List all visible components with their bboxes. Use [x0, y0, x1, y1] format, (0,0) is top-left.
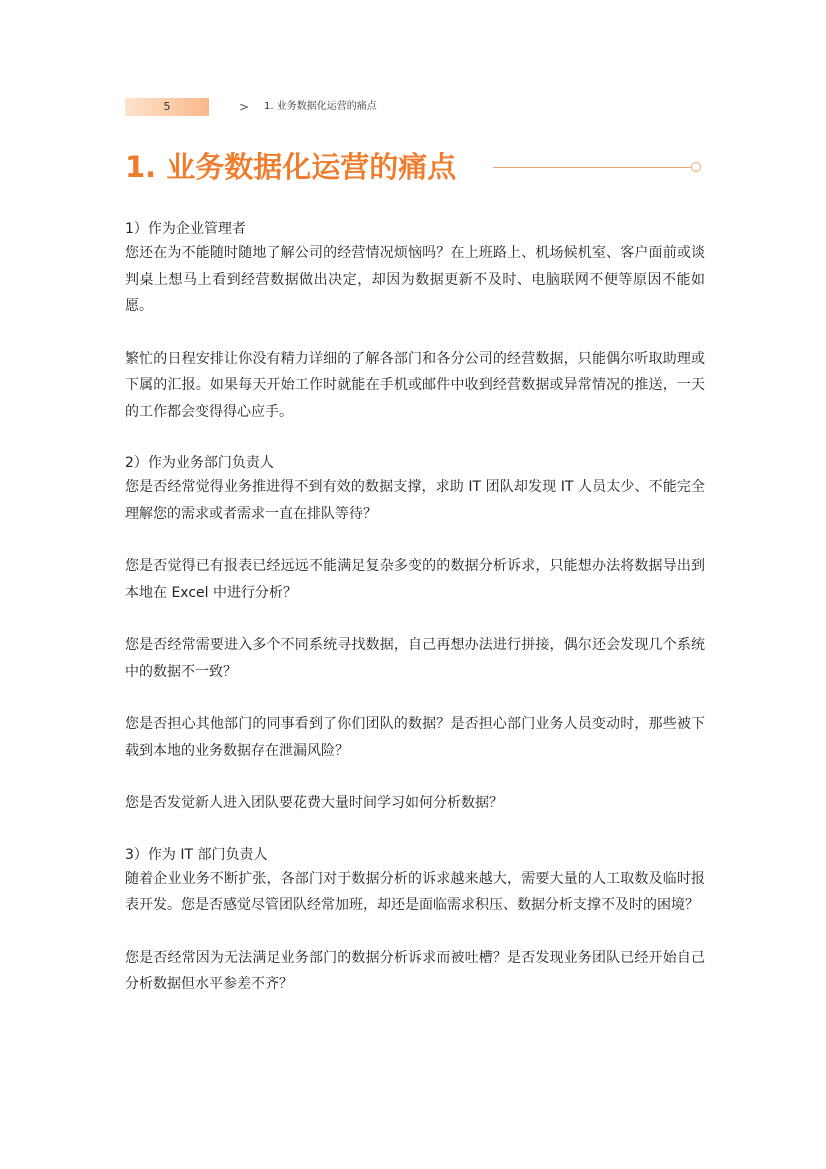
paragraph: 您是否发觉新人进入团队要花费大量时间学习如何分析数据？ — [125, 795, 503, 811]
paragraph: 您是否经常觉得业务推进得不到有效的数据支撑，求助 IT 团队却发现 IT 人员太少、不能完全理解您的需求或者需求一直在排队等待？ — [125, 479, 705, 522]
section-title: 1. 业务数据化运营的痛点 — [125, 150, 457, 184]
section-manager — [125, 218, 705, 425]
chevron-right-icon: > — [239, 100, 250, 114]
paragraph: 您是否担心其他部门的同事看到了你们团队的数据？是否担心部门业务人员变动时，那些被下载到本地的业务数据存在泄漏风险？ — [125, 716, 705, 759]
paragraph: 您是否经常因为无法满足业务部门的数据分析诉求而被吐槽？是否发现业务团队已经开始自己分析数据但水平参差不齐？ — [125, 949, 705, 992]
title-decorative-line — [493, 167, 691, 168]
section-title-row — [125, 147, 705, 189]
paragraph: 繁忙的日程安排让你没有精力详细的了解各部门和各分公司的经营数据，只能偶尔听取助理或下属的汇报。如果每天开始工作时就能在手机或邮件中收到经营数据或异常情况的推送，一天的工作都会变得得心应手。 — [125, 350, 705, 420]
page-number-badge: 5 — [125, 98, 209, 116]
section-heading: 2）作为业务部门负责人 — [125, 455, 274, 471]
section-heading: 3）作为 IT 部门负责人 — [125, 846, 268, 863]
breadcrumb: 1. 业务数据化运营的痛点 — [264, 101, 377, 112]
page-header — [125, 98, 685, 118]
paragraph: 随着企业业务不断扩张，各部门对于数据分析的诉求越来越大，需要大量的人工取数及临时报表开发。您是否感觉尽管团队经常加班，却还是面临需求积压、数据分析支撑不及时的困境？ — [125, 870, 705, 913]
title-decorative-circle-icon — [691, 162, 701, 172]
paragraph: 您还在为不能随时随地了解公司的经营情况烦恼吗？在上班路上、机场候机室、客户面前或谈判桌上想马上看到经营数据做出决定，却因为数据更新不及时、电脑联网不便等原因不能如愿。 — [125, 245, 705, 314]
paragraph: 您是否觉得已有报表已经远远不能满足复杂多变的的数据分析诉求，只能想办法将数据导出到本地在 Excel 中进行分析？ — [125, 558, 705, 601]
section-it-lead — [125, 844, 705, 998]
paragraph: 您是否经常需要进入多个不同系统寻找数据，自己再想办法进行拼接，偶尔还会发现几个系统中的数据不一致？ — [125, 637, 705, 680]
section-business-lead — [125, 452, 705, 817]
document-body — [125, 218, 705, 998]
section-heading: 1）作为企业管理者 — [125, 221, 246, 237]
